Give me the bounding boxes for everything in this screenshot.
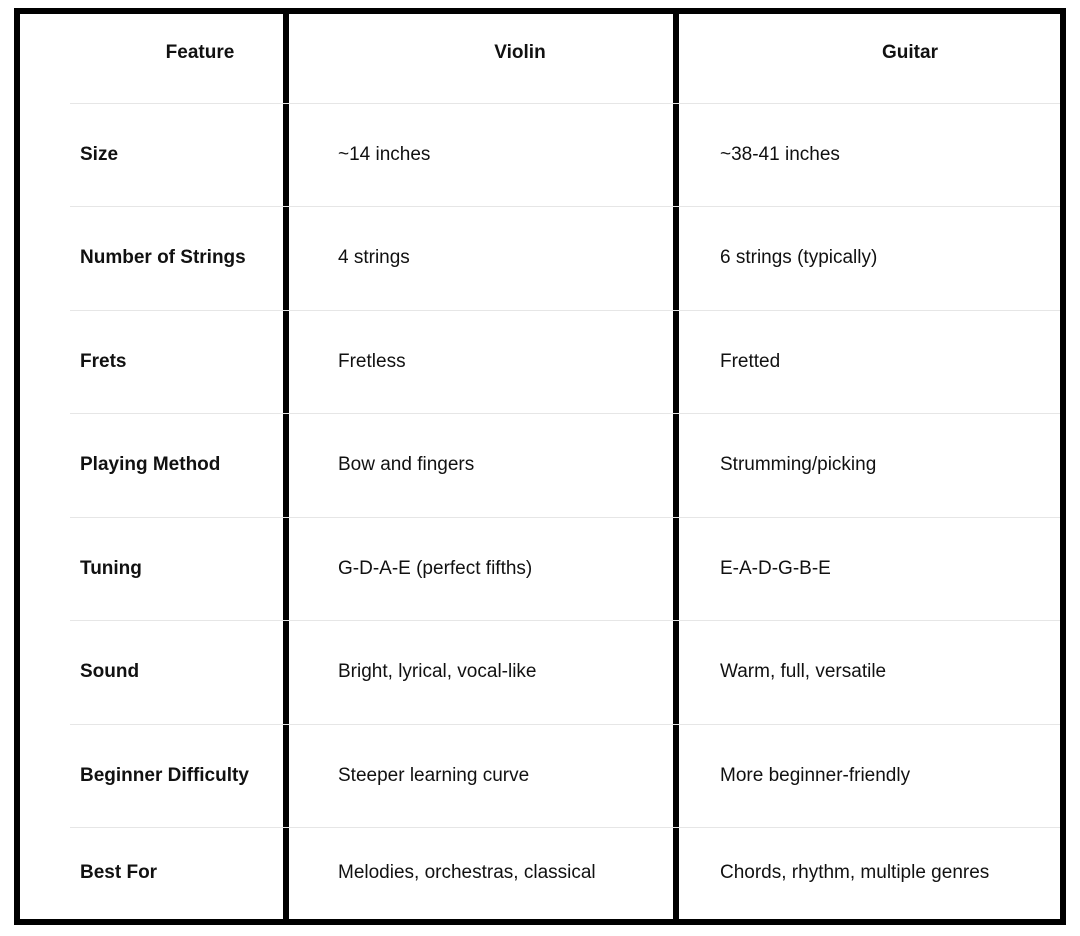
violin-cell: Bright, lyrical, vocal-like [338,660,537,682]
feature-cell: Best For [80,862,158,883]
feature-cell: Number of Strings [80,246,246,268]
guitar-cell: ~38-41 inches [720,143,840,165]
table-row [20,413,1060,516]
table-row [20,827,1060,919]
feature-cell: Frets [80,350,127,372]
feature-cell: Tuning [80,557,142,579]
guitar-cell: More beginner-friendly [720,764,911,786]
feature-cell: Beginner Difficulty [80,764,249,786]
violin-cell: Bow and fingers [338,453,475,475]
guitar-cell: Warm, full, versatile [720,660,887,682]
table-row [20,103,1060,206]
violin-cell: Fretless [338,350,406,372]
guitar-cell: 6 strings (typically) [720,246,878,268]
table-row [20,620,1060,723]
violin-cell: Steeper learning curve [338,764,530,786]
guitar-cell: E-A-D-G-B-E [720,557,831,579]
guitar-cell: Strumming/picking [720,453,877,475]
feature-cell: Sound [80,660,140,682]
violin-cell: 4 strings [338,246,410,268]
guitar-cell: Chords, rhythm, multiple genres [720,862,990,883]
header-feature: Feature [165,42,235,63]
header-guitar: Guitar [882,42,938,63]
feature-cell: Size [80,143,119,165]
violin-cell: ~14 inches [338,143,431,165]
table-row [20,206,1060,309]
header-violin: Violin [494,42,546,63]
table-header-row [20,14,1060,103]
feature-cell: Playing Method [80,453,221,475]
table-row [20,310,1060,413]
comparison-table [20,14,1060,919]
violin-cell: G-D-A-E (perfect fifths) [338,557,533,579]
table-row [20,724,1060,827]
table-row [20,517,1060,620]
guitar-cell: Fretted [720,350,781,372]
violin-cell: Melodies, orchestras, classical [338,862,596,883]
